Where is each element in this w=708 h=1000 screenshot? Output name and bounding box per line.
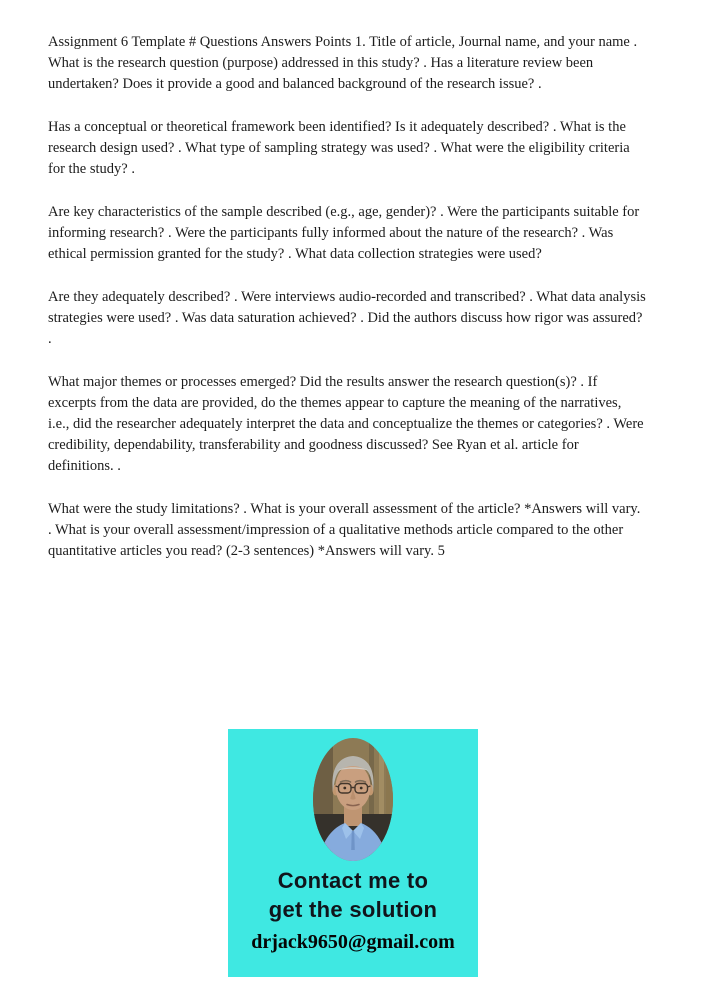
- paragraph: Are they adequately described? . Were interviews audio-recorded and transcribed? . What data analysis strategies were used? . Was data saturation achieved? . Did the authors discuss how rigor was assured? .: [48, 289, 646, 347]
- paragraph: What major themes or processes emerged? Did the results answer the research question(s)? . If excerpts from the data are provided, do the themes appear to capture the meaning of the narratives, i.e., did the researcher adequately interpret the data and conceptualize the themes or categories? . Were credibility, dependability, transferability and goodness discussed? See Ryan et al. article for definitions. .: [48, 374, 644, 474]
- man-portrait-illustration: [313, 738, 393, 861]
- document-body: [48, 32, 646, 584]
- paragraph: What were the study limitations? . What is your overall assessment of the article? *Answers will vary. . What is your overall assessment/impression of a qualitative methods article compared to the other quantitative articles you read? (2-3 sentences) *Answers will vary. 5: [48, 501, 641, 559]
- paragraph: Assignment 6 Template # Questions Answers Points 1. Title of article, Journal name, and your name . What is the research question (purpose) addressed in this study? . Has a literature review been undertaken? Does it provide a good and balanced background of the research issue? .: [48, 34, 638, 92]
- contact-heading-line1: Contact me to: [277, 868, 429, 893]
- contact-heading: [228, 866, 478, 924]
- contact-banner: [228, 729, 478, 977]
- contact-email: drjack9650@gmail.com: [251, 931, 455, 953]
- paragraph: Are key characteristics of the sample described (e.g., age, gender)? . Were the participants suitable for informing research? . Were the participants fully informed about the nature of the research? . Was ethical permission granted for the study? . What data collection strategies were used?: [48, 204, 640, 262]
- paragraph: Has a conceptual or theoretical framework been identified? Is it adequately described? . What is the research design used? . What type of sampling strategy was used? . What were the eligibility criteria for the study? .: [48, 119, 630, 177]
- portrait-photo: [313, 738, 393, 861]
- contact-heading-line2: get the solution: [268, 897, 438, 922]
